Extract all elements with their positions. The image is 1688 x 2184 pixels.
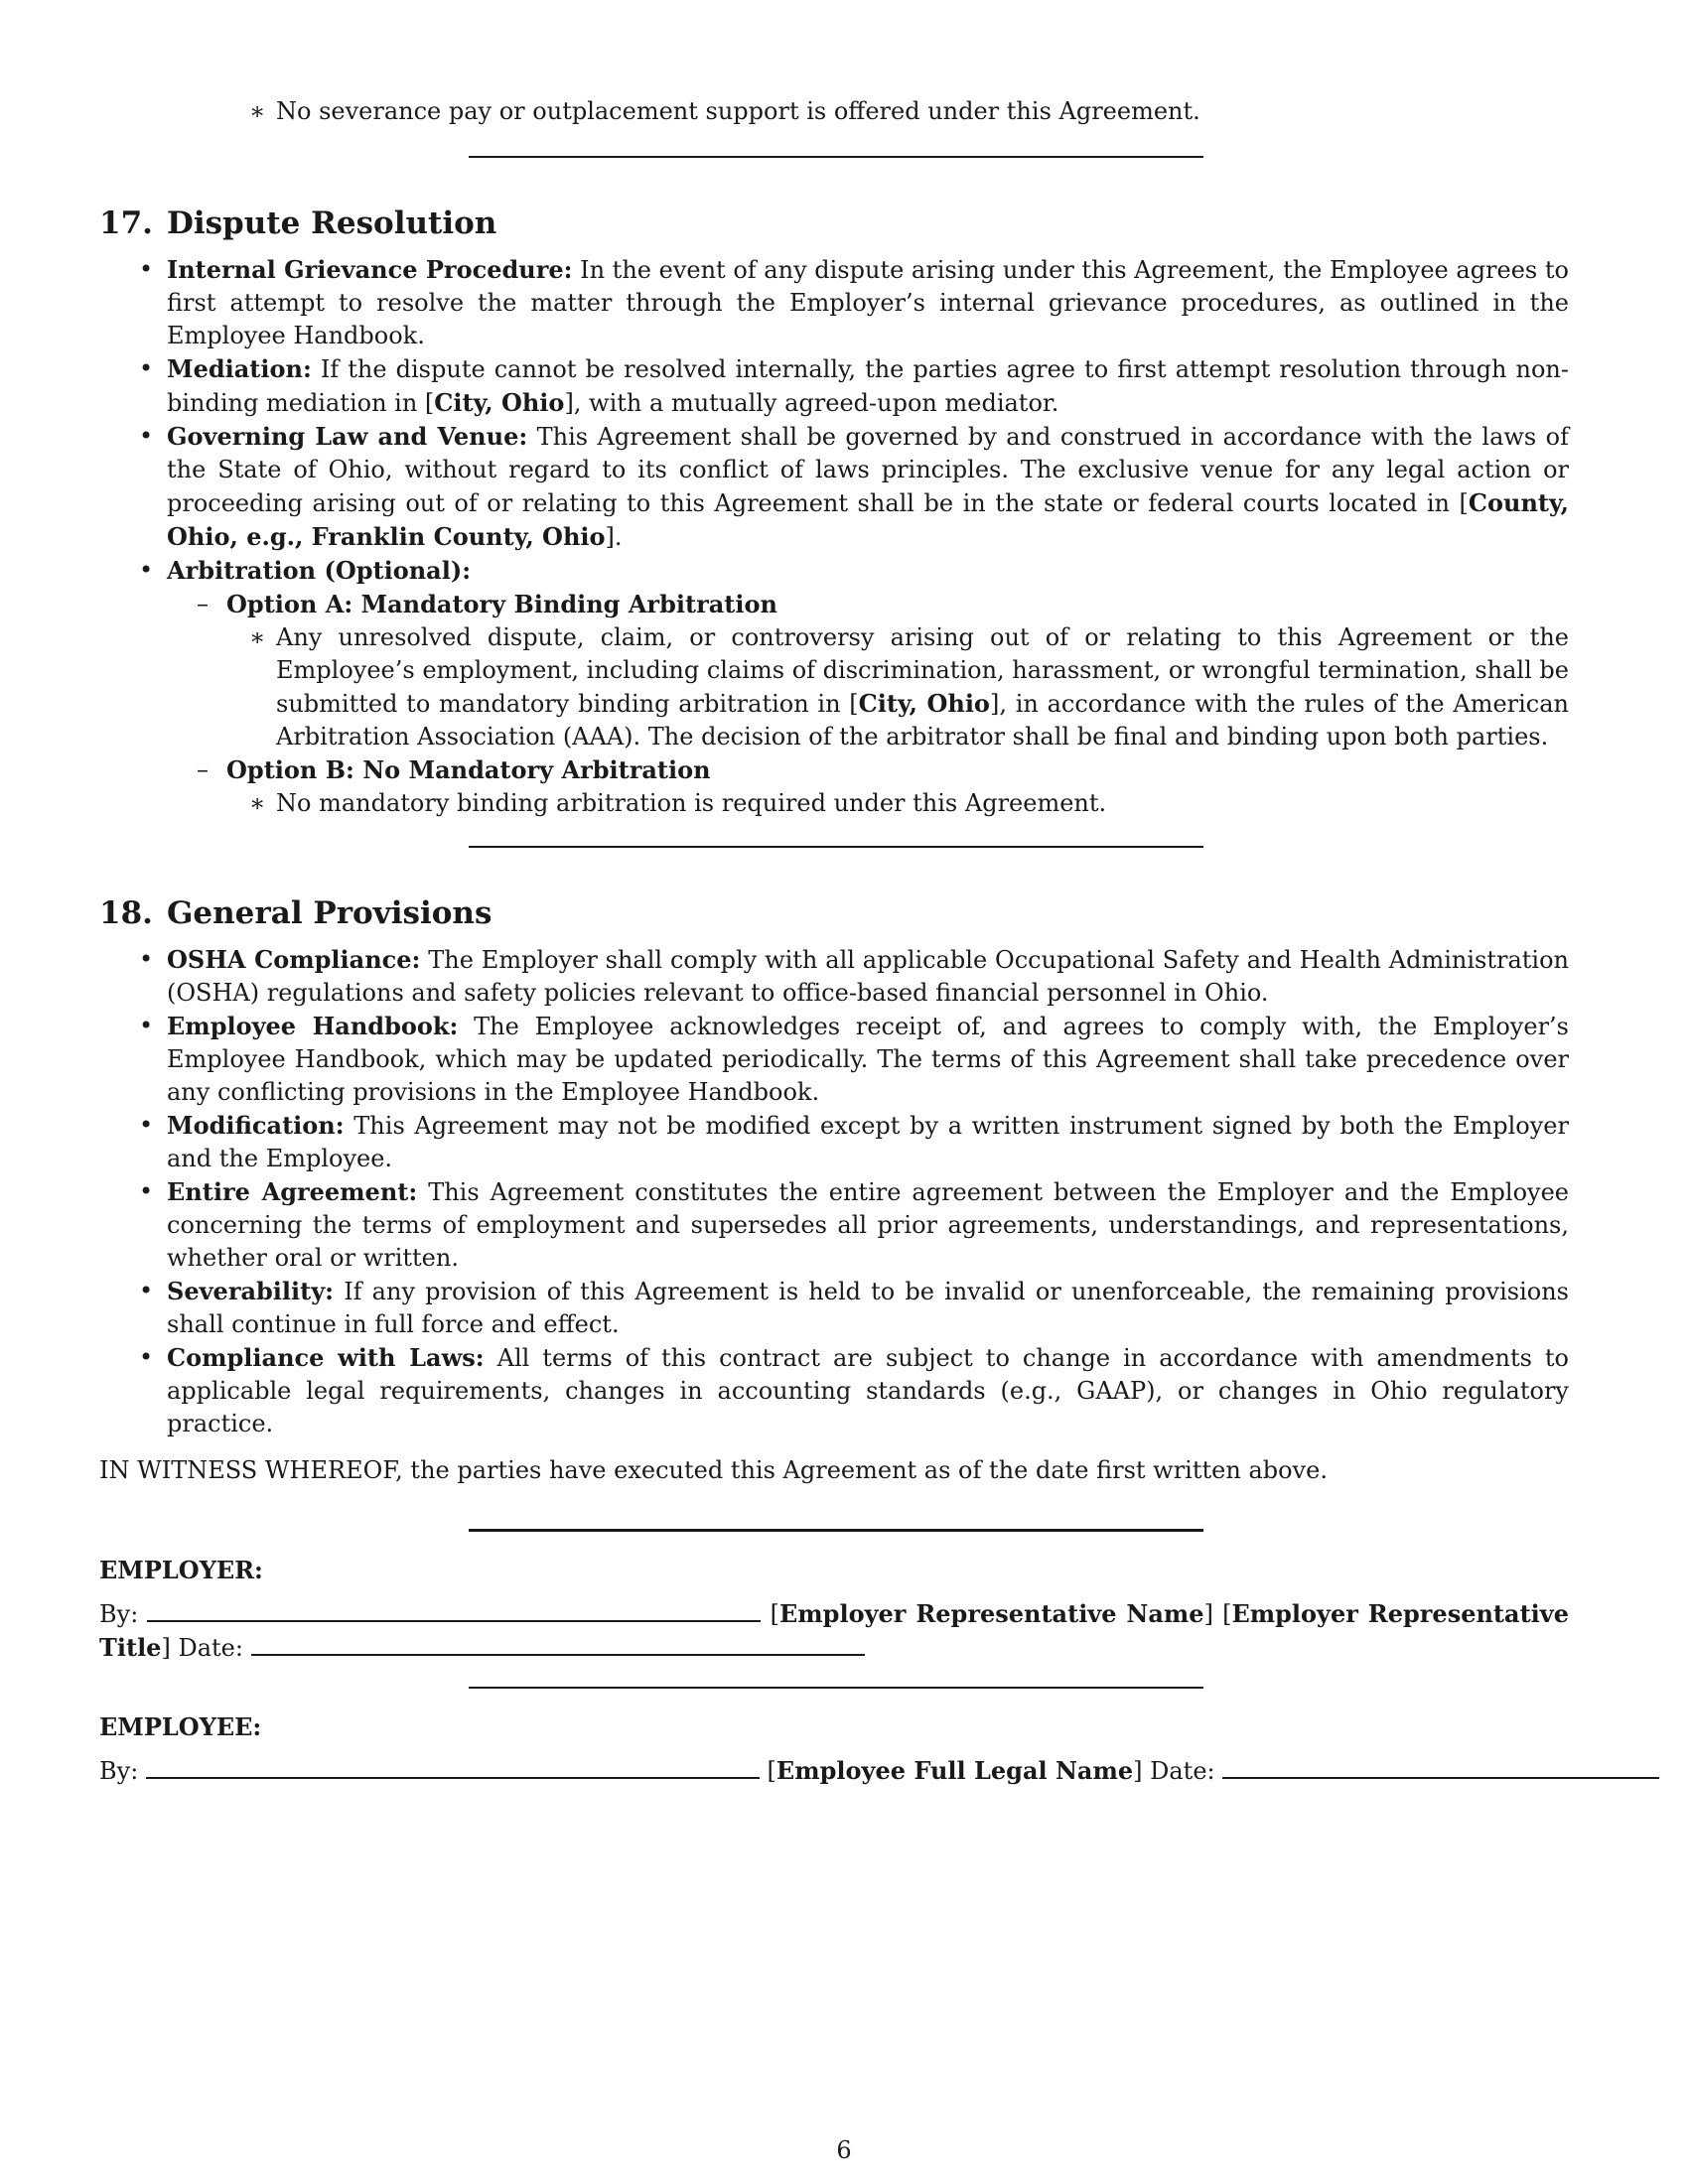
- page-number: 6: [836, 2136, 852, 2164]
- option-a-text-end: ], in accordance with the rules of the American Arbitration Association (AAA). The decision of the arbitrator shall be final and binding upon both parties.: [276, 690, 1570, 751]
- list-item-compliance-laws: [99, 1341, 1569, 1440]
- employee-name-placeholder: Employee Full Legal Name: [775, 1756, 1134, 1785]
- item-label: Compliance with Laws:: [167, 1343, 485, 1372]
- list-item-mediation: [99, 352, 1569, 420]
- section-18-heading: 18. General Provisions: [99, 895, 492, 931]
- list-item-handbook: [99, 1010, 1569, 1109]
- list-item-modification: [99, 1109, 1569, 1175]
- employee-signature-line[interactable]: [146, 1757, 760, 1779]
- arbitration-option-b: [99, 753, 1569, 787]
- list-item-internal-grievance: [99, 253, 1569, 352]
- bullet-icon: •: [139, 1012, 154, 1039]
- employee-date-line[interactable]: [1222, 1757, 1659, 1779]
- item-text: If any provision of this Agreement is held to be invalid or unenforceable, the remaining provisions shall continue in full force and effect.: [167, 1278, 1569, 1338]
- employer-signature-line[interactable]: [147, 1600, 761, 1622]
- item-text: The Employer shall comply with all applicable Occupational Safety and Health Administration (OSHA) regulations and safety policies relevant to office-based financial personnel in Ohio.: [167, 946, 1569, 1007]
- list-item-osha: [99, 943, 1569, 1010]
- item-label: Governing Law and Venue:: [167, 422, 528, 451]
- witness-paragraph: IN WITNESS WHEREOF, the parties have executed this Agreement as of the date first written above.: [99, 1456, 1328, 1484]
- asterisk-bullet-icon: ∗: [249, 623, 266, 651]
- bullet-icon: •: [139, 354, 154, 382]
- bullet-icon: •: [139, 422, 154, 450]
- item-text: This Agreement shall be governed by and construed in accordance with the laws of the State of Ohio, without regard to its conflict of laws principles. The exclusive venue for any legal action or proceeding arising out of or relating to this Agreement shall be in the state or federal courts located in [: [167, 423, 1570, 517]
- bullet-icon: •: [139, 1277, 154, 1304]
- item-label: OSHA Compliance:: [167, 945, 421, 974]
- option-a-text: Any unresolved dispute, claim, or controversy arising out of or relating to this Agreement or the Employee’s employment, including claims of discrimination, harassment, or wrongful termination, shall be submitted to mandatory binding arbitration in [: [276, 623, 1569, 718]
- placeholder-city: City, Ohio: [858, 689, 990, 718]
- option-b-label: Option B: No Mandatory Arbitration: [226, 755, 711, 784]
- asterisk-bullet-icon: ∗: [249, 789, 266, 817]
- item-text: All terms of this contract are subject to change in accordance with amendments to applicable legal requirements, changes in accounting standards (e.g., GAAP), or changes in Ohio regulatory practice.: [167, 1344, 1569, 1437]
- section-17-heading: 17. Dispute Resolution: [99, 205, 497, 241]
- option-b-detail: [99, 787, 1569, 820]
- employee-signature-block: By: [Employee Full Legal Name] Date:: [99, 1754, 1569, 1788]
- item-label: Modification:: [167, 1111, 345, 1140]
- date-label: Date:: [1150, 1757, 1215, 1785]
- bullet-icon: •: [139, 556, 154, 584]
- bullet-icon: •: [139, 1111, 154, 1139]
- placeholder-city: City, Ohio: [434, 388, 565, 417]
- bullet-icon: •: [139, 255, 154, 283]
- list-item-governing-law: [99, 420, 1569, 554]
- employer-rep-title-placeholder: Employer Representative Title: [99, 1599, 1569, 1662]
- item-text: The Employee acknowledges receipt of, and agrees to comply with, the Employer’s Employee Handbook, which may be updated periodically. The terms of this Agreement shall take precedence over any conflicting provisions in the Employee Handbook.: [167, 1013, 1569, 1106]
- employer-heading: EMPLOYER:: [99, 1556, 263, 1584]
- employee-heading: EMPLOYEE:: [99, 1712, 262, 1741]
- item-text: This Agreement may not be modified except by a written instrument signed by both the Employer and the Employee.: [167, 1112, 1569, 1172]
- severance-option-b-item: [99, 95, 1569, 128]
- placeholder-county: County, Ohio, e.g., Franklin County, Ohio: [167, 488, 1569, 551]
- item-label: Mediation:: [167, 354, 312, 383]
- dash-bullet-icon: –: [197, 590, 209, 617]
- employer-date-line[interactable]: [251, 1634, 865, 1656]
- document-page: [99, 95, 1569, 1788]
- bullet-icon: •: [139, 1343, 154, 1371]
- item-text: In the event of any dispute arising under this Agreement, the Employee agrees to first attempt to resolve the matter through the Employer’s internal grievance procedures, as outlined in the Employee Handbook.: [167, 256, 1569, 349]
- item-label: Entire Agreement:: [167, 1177, 418, 1206]
- item-label: Severability:: [167, 1277, 335, 1305]
- bullet-icon: •: [139, 945, 154, 973]
- item-text-end: ].: [605, 523, 623, 551]
- employer-rep-name-placeholder: Employer Representative Name: [778, 1599, 1204, 1628]
- list-item-arbitration: [99, 554, 1569, 588]
- by-label: By:: [99, 1600, 139, 1628]
- option-a-label: Option A: Mandatory Binding Arbitration: [226, 590, 777, 618]
- by-label: By:: [99, 1757, 139, 1785]
- bullet-icon: •: [139, 1177, 154, 1205]
- list-item-entire-agreement: [99, 1175, 1569, 1275]
- dash-bullet-icon: –: [197, 755, 209, 783]
- item-label: Arbitration (Optional):: [167, 556, 472, 585]
- item-text: If the dispute cannot be resolved internally, the parties agree to first attempt resolution through non-binding mediation in [: [167, 355, 1569, 417]
- option-b-text: No mandatory binding arbitration is required under this Agreement.: [276, 789, 1107, 817]
- option-a-detail: [99, 621, 1569, 753]
- employer-signature-block: By: [Employer Representative Name] [Employer Representative Title] Date:: [99, 1599, 1569, 1662]
- item-label: Employee Handbook:: [167, 1012, 459, 1040]
- item-text: This Agreement constitutes the entire agreement between the Employer and the Employee concerning the terms of employment and supersedes all prior agreements, understandings, and representations, whether oral or written.: [167, 1178, 1569, 1272]
- arbitration-option-a: [99, 588, 1569, 621]
- item-text-end: ], with a mutually agreed-upon mediator.: [564, 389, 1059, 417]
- list-item-severability: [99, 1275, 1569, 1341]
- asterisk-bullet-icon: ∗: [249, 97, 266, 125]
- severance-option-text: No severance pay or outplacement support is offered under this Agreement.: [276, 97, 1200, 125]
- date-label: Date:: [178, 1634, 243, 1662]
- item-label: Internal Grievance Procedure:: [167, 255, 573, 284]
